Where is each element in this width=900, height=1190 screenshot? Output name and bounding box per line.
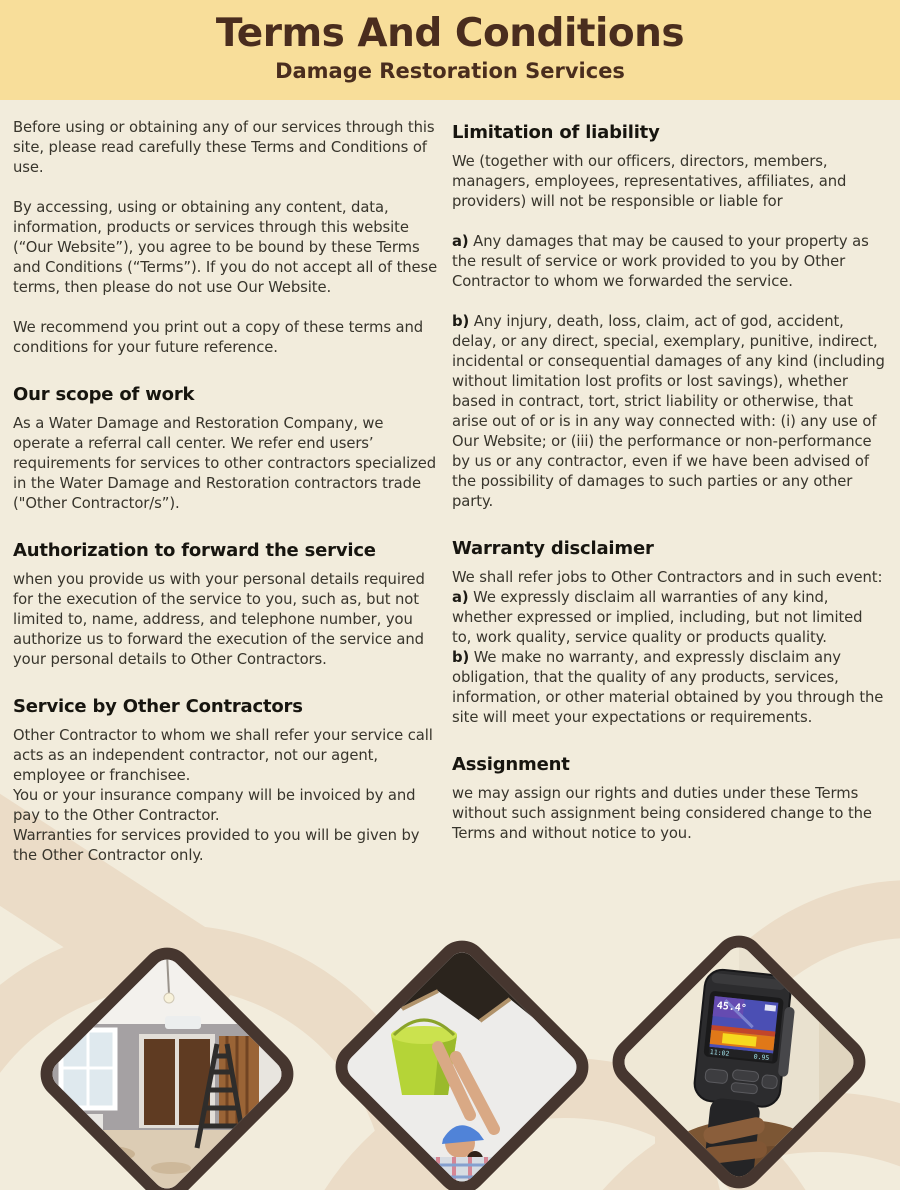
thermal-emissivity-text: 0.95 <box>753 1052 770 1063</box>
intro-paragraph: By accessing, using or obtaining any content, data, information, products or services through this website (“Our Website”), you agree to be bound by these Terms and Conditions (“Terms”). If you do not accept all of these terms, then please do not use Our Website. <box>13 199 438 296</box>
item-text: We expressly disclaim all warranties of any kind, whether expressed or implied, including, but not limited to, work quality, service quality or products quality. <box>452 589 863 646</box>
scope-body: As a Water Damage and Restoration Company, we operate a referral call center. We refer end users’ requirements for services to other contractors specialized in the Water Damage and Restoration contractors trade ("Other Contractor/s”). <box>13 415 437 512</box>
service-line: Other Contractor to whom we shall refer your service call acts as an independent contractor, not our agent, employee or franchisee. <box>13 727 433 784</box>
light-bulb <box>164 993 174 1003</box>
item-text: Any injury, death, loss, claim, act of god, accident, delay, or any direct, special, exemplary, punitive, indirect, incidental or consequential damages of any kind (including without limitation lost profits or lost savings), whether based in contract, tort, strict liability or otherwise, that arise out of or is in any way connected with: (i) any use of Our Website; or (iii) the performance or non-performance by us or any contractor, even if we have been advised of the possibility of damages to such parties or any other party. <box>452 313 885 510</box>
page-title: Terms And Conditions <box>215 11 685 56</box>
section-heading-liability: Limitation of liability <box>452 122 660 143</box>
item-text: We make no warranty, and expressly disclaim any obligation, that the quality of any products, services, information, or other material obtained by you through the site will meet your expectations or requirements. <box>452 649 884 726</box>
item-text: Any damages that may be caused to your property as the result of service or work provided to you by Other Contractor to whom we forwarded the service. <box>452 233 869 290</box>
thermal-time-text: 11:02 <box>709 1047 730 1058</box>
item-label: a) <box>452 589 469 606</box>
section-heading-service: Service by Other Contractors <box>13 696 303 717</box>
thermal-reading-text: 45.4° <box>716 1000 748 1015</box>
intro-paragraph: Before using or obtaining any of our services through this site, please read carefully these Terms and Conditions of use. <box>13 119 435 176</box>
door <box>144 1039 175 1125</box>
service-line: You or your insurance company will be invoiced by and pay to the Other Contractor. <box>13 787 416 824</box>
item-label: b) <box>452 313 470 330</box>
battery-icon <box>765 1004 777 1011</box>
section-heading-assignment: Assignment <box>452 754 570 775</box>
section-heading-authorization: Authorization to forward the service <box>13 540 376 561</box>
assignment-body: we may assign our rights and duties under these Terms without such assignment being considered change to the Terms and without notice to you. <box>452 785 872 842</box>
left-column <box>13 118 443 866</box>
section-heading-warranty: Warranty disclaimer <box>452 538 654 559</box>
item-label: a) <box>452 233 469 250</box>
warranty-item-b <box>452 648 886 728</box>
liability-item-a <box>452 232 886 292</box>
service-line: Warranties for services provided to you will be given by the Other Contractor only. <box>13 827 420 864</box>
right-column <box>452 118 886 864</box>
liability-intro: We (together with our officers, directors, members, managers, employees, representatives, affiliates, and providers) will not be responsible or liable for <box>452 153 847 210</box>
authorization-body: when you provide us with your personal details required for the execution of the service to you, such as, but not limited to, name, address, and telephone number, you authorize us to forward the execution of the service and your personal details to Other Contractors. <box>13 571 425 668</box>
liability-item-b <box>452 312 886 512</box>
intro-paragraph: We recommend you print out a copy of these terms and conditions for your future reference. <box>13 319 424 356</box>
warranty-intro: We shall refer jobs to Other Contractors and in such event: <box>452 569 883 586</box>
air-conditioner <box>165 1016 201 1029</box>
warranty-item-a <box>452 588 886 648</box>
page-subtitle: Damage Restoration Services <box>275 58 625 83</box>
item-label: b) <box>452 649 470 666</box>
section-heading-scope: Our scope of work <box>13 384 195 405</box>
